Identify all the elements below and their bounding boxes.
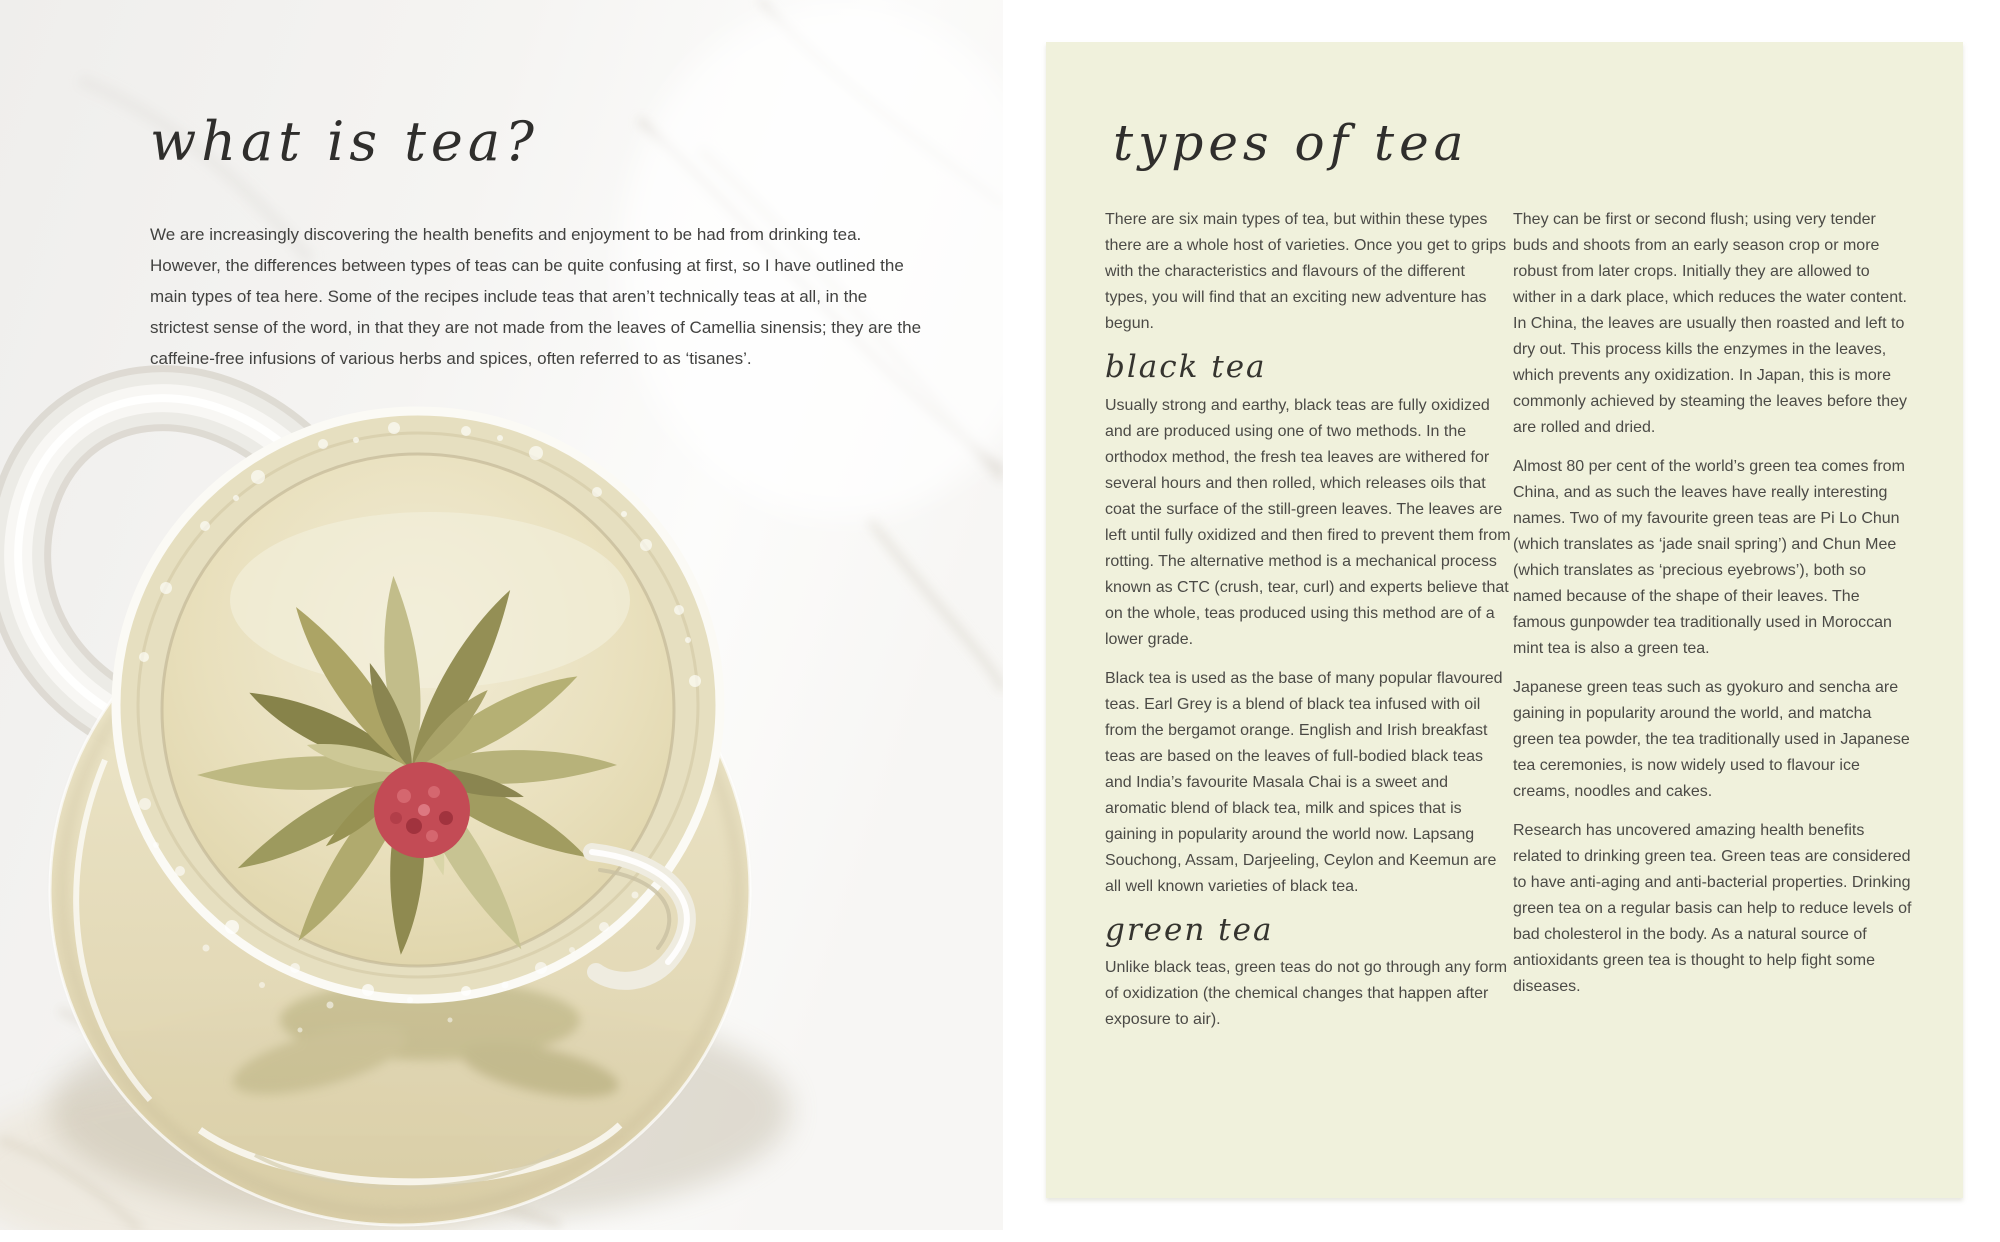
left-page-title: what is tea?: [150, 110, 540, 173]
black-tea-paragraph-1: Usually strong and earthy, black teas are fully oxidized and are produced using one of two methods. In the orthodox method, the fresh tea leaves are withered for several hours and then rolled, which releases oils that coat the surface of the still-green leaves. The leaves are left until fully oxidized and then fired to prevent them from rotting. The alternative method is a mechanical process known as CTC (crush, tear, curl) and experts believe that on the whole, teas produced using this method are of a lower grade.: [1105, 396, 1511, 648]
teapot-photo: [0, 0, 1003, 1230]
black-tea-paragraph-2: Black tea is used as the base of many popular flavoured teas. Earl Grey is a blend of black tea infused with oil from the bergamot orange. English and Irish breakfast teas are based on the leaves of full-bodied black teas and India’s favourite Masala Chai is a sweet and aromatic blend of black tea, milk and spices that is gaining in popularity around the world now. Lapsang Souchong, Assam, Darjeeling, Ceylon and Keemun are all well known varieties of black tea.: [1105, 669, 1503, 895]
green-tea-paragraph-3: Almost 80 per cent of the world’s green tea comes from China, and as such the leaves have really interesting names. Two of my favourite green teas are Pi Lo Chun (which translates as ‘jade snail spring’) and Chun Mee (which translates as ‘precious eyebrows’), both so named because of the shape of their leaves. The famous gunpowder tea traditionally used in Moroccan mint tea is also a green tea.: [1513, 458, 1905, 657]
green-tea-paragraph-5: Research has uncovered amazing health benefits related to drinking green tea. Green teas are considered to have anti-aging and anti-bacterial properties. Drinking green tea on a regular basis can help to reduce levels of bad cholesterol in the body. As a natural source of antioxidants green tea is thought to help fight some diseases.: [1513, 822, 1912, 995]
left-page-intro: We are increasingly discovering the health benefits and enjoyment to be had from drinking tea. However, the differences between types of teas can be quite confusing at first, so I have outlined the main types of tea here. Some of the recipes include teas that aren’t technically teas at all, in the strictest sense of the word, in that they are not made from the leaves of Camellia sinensis; they are the caffeine-free infusions of various herbs and spices, often referred to as ‘tisanes’.: [150, 225, 922, 368]
green-tea-paragraph-1: Unlike black teas, green teas do not go through any form of oxidization (the chemical changes that happen after exposure to air).: [1105, 959, 1508, 1029]
right-page-title: types of tea: [1113, 114, 1469, 172]
black-tea-heading: black tea: [1105, 349, 1267, 385]
left-page: [0, 0, 1003, 1230]
green-tea-paragraph-4: Japanese green teas such as gyokuro and sencha are gaining in popularity around the world, and matcha green tea powder, the tea traditionally used in Japanese tea ceremonies, is now widely used to flavour ice creams, noodles and cakes.: [1513, 679, 1910, 800]
types-intro-paragraph: There are six main types of tea, but within these types there are a whole host of varieties. Once you get to grips with the characteristics and flavours of the different types, you will find that an exciting new adventure has begun.: [1105, 211, 1507, 332]
green-tea-heading: green tea: [1105, 911, 1274, 948]
right-page-panel: [1046, 42, 1963, 1198]
green-tea-paragraph-2: They can be first or second flush; using very tender buds and shoots from an early season crop or more robust from later crops. Initially they are allowed to wither in a dark place, which reduces the water content. In China, the leaves are usually then roasted and left to dry out. This process kills the enzymes in the leaves, which prevents any oxidization. In Japan, this is more commonly achieved by steaming the leaves before they are rolled and dried.: [1513, 211, 1907, 436]
column-1: [1105, 207, 1511, 1046]
column-2: [1513, 207, 1913, 1013]
